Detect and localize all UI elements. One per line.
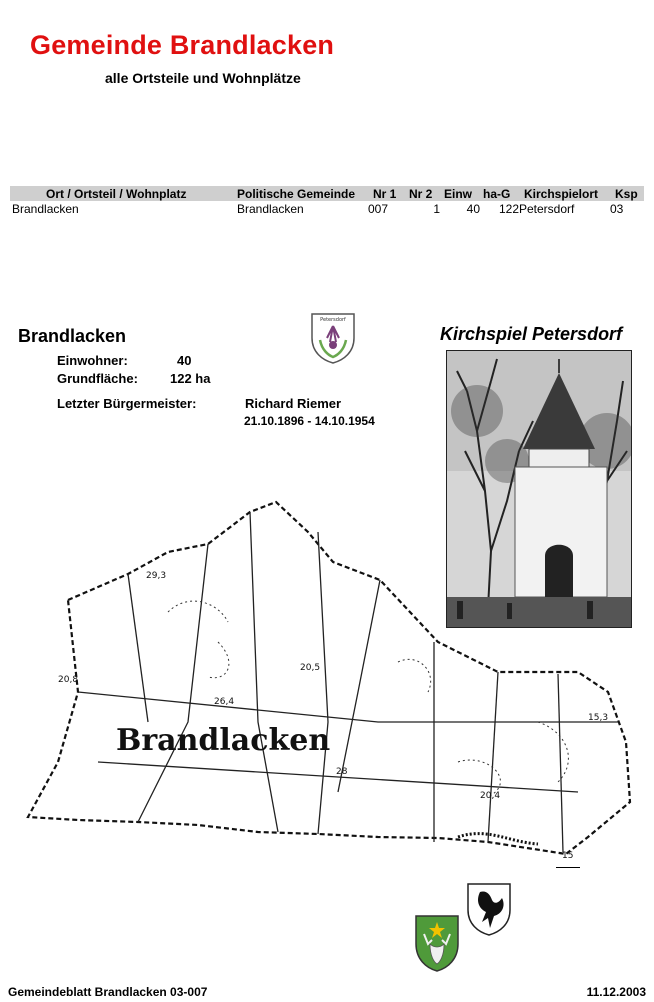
header-ort: Ort / Ortsteil / Wohnplatz — [46, 187, 187, 201]
cell-nr2: 1 — [433, 202, 440, 216]
page-subtitle: alle Ortsteile und Wohnplätze — [105, 70, 301, 86]
stag-shield-icon — [414, 914, 460, 972]
table-header — [10, 186, 644, 201]
petersdorf-emblem — [310, 312, 356, 364]
header-nr2: Nr 2 — [409, 187, 433, 201]
page-title: Gemeinde Brandlacken — [30, 30, 335, 60]
places-table — [10, 186, 644, 217]
elevation-label: 15,3 — [588, 713, 609, 723]
header-einw: Einw — [444, 187, 473, 201]
header-ksp: Ksp — [615, 187, 638, 201]
map-drawing — [18, 492, 648, 872]
map-place-label: Brandlacken — [116, 723, 331, 758]
eagle-coat-of-arms — [466, 882, 512, 936]
cadastral-map — [18, 492, 648, 872]
buergermeister-dates: 21.10.1896 - 14.10.1954 — [244, 414, 375, 428]
kirchspiel-heading: Kirchspiel Petersdorf — [440, 324, 623, 344]
header-gemeinde: Politische Gemeinde — [237, 187, 356, 201]
elevation-label: 20,4 — [480, 791, 501, 801]
footer-document-id: Gemeindeblatt Brandlacken 03-007 — [8, 985, 208, 999]
cell-nr1: 007 — [368, 202, 389, 216]
flaeche-label: Grundfläche: — [57, 371, 138, 386]
elevation-label: 20,5 — [300, 663, 321, 673]
place-heading: Brandlacken — [18, 326, 127, 346]
stag-coat-of-arms — [414, 914, 460, 972]
header-kirchspielort: Kirchspielort — [524, 187, 599, 201]
elevation-label: 20,8 — [58, 675, 79, 685]
table-row — [10, 201, 644, 217]
cell-kirchspielort: Petersdorf — [519, 202, 575, 216]
flaeche-value: 122 ha — [170, 371, 211, 386]
petersdorf-shield-icon — [310, 312, 356, 364]
buergermeister-label: Letzter Bürgermeister: — [57, 396, 197, 411]
cell-ha-g: 122 — [498, 202, 519, 216]
header-ha-g: ha-G — [483, 187, 511, 201]
cell-gemeinde: Brandlacken — [237, 202, 304, 216]
elevation-label: 15 — [562, 851, 574, 861]
buergermeister-name: Richard Riemer — [245, 396, 342, 411]
einwohner-value: 40 — [177, 353, 192, 368]
map-divider — [556, 867, 580, 868]
eagle-shield-icon — [466, 882, 512, 936]
footer-date: 11.12.2003 — [586, 985, 646, 999]
cell-einw: 40 — [466, 202, 480, 216]
cell-ksp: 03 — [610, 202, 624, 216]
elevation-label: 28 — [336, 767, 348, 777]
elevation-label: 29,3 — [146, 571, 167, 581]
cell-ort: Brandlacken — [12, 202, 79, 216]
einwohner-label: Einwohner: — [57, 353, 128, 368]
elevation-label: 26,4 — [214, 697, 235, 707]
emblem-label: Petersdorf — [320, 317, 346, 323]
header-nr1: Nr 1 — [373, 187, 397, 201]
